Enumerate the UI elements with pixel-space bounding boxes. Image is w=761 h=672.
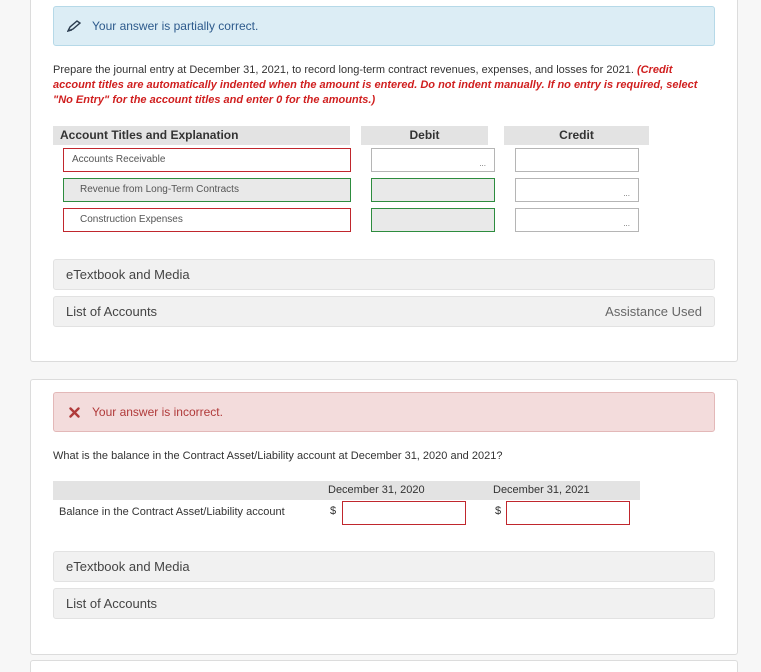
more-icon: ...: [623, 219, 630, 228]
account-title-select-2[interactable]: [63, 178, 351, 202]
instruction-text: Prepare the journal entry at December 31, 2021, to record long-term contract revenues, expenses, and losses for 2021.: [53, 64, 634, 76]
credit-input-1[interactable]: [515, 148, 639, 172]
list-of-accounts-link[interactable]: [53, 588, 715, 619]
debit-input-1[interactable]: [371, 148, 495, 172]
etextbook-link[interactable]: [53, 259, 715, 290]
account-title-2: Revenue from Long-Term Contracts: [80, 184, 239, 195]
assistance-used-label: Assistance Used: [605, 304, 702, 319]
x-icon: [66, 407, 82, 418]
account-title-select-1[interactable]: [63, 148, 351, 172]
list-of-accounts-label: List of Accounts: [66, 304, 158, 319]
header-dec-2020: December 31, 2020: [328, 484, 425, 496]
etextbook-label: eTextbook and Media: [66, 559, 190, 574]
debit-input-2[interactable]: [371, 178, 495, 202]
question-text: What is the balance in the Contract Asset/Liability account at December 31, 2020 and 2021?: [53, 450, 503, 462]
currency-symbol-1: $: [330, 505, 337, 517]
account-title-3: Construction Expenses: [80, 214, 183, 225]
debit-input-3[interactable]: [371, 208, 495, 232]
balance-row-label: Balance in the Contract Asset/Liability account: [59, 506, 285, 518]
status-text: Your answer is partially correct.: [92, 19, 259, 33]
incorrect-banner: [53, 392, 715, 432]
status-text: Your answer is incorrect.: [92, 405, 223, 419]
account-title-1: Accounts Receivable: [72, 154, 166, 165]
next-panel: [30, 660, 738, 672]
instructions: [53, 63, 715, 108]
pencil-icon: [66, 20, 82, 32]
account-title-select-3[interactable]: [63, 208, 351, 232]
credit-input-3[interactable]: [515, 208, 639, 232]
header-credit: Credit: [504, 126, 649, 145]
balance-2020-input[interactable]: [342, 501, 466, 525]
partial-correct-banner: [53, 6, 715, 46]
header-dec-2021: December 31, 2021: [493, 484, 590, 496]
instruction-note: (Credit account titles are automatically indented when the amount is entered. Do not indent manually. If no entry is required, select "No Entry" for the account titles and enter 0 for the amounts.): [53, 64, 698, 106]
list-of-accounts-label: List of Accounts: [66, 596, 158, 611]
list-of-accounts-link[interactable]: [53, 296, 715, 327]
currency-symbol-2: $: [495, 505, 502, 517]
journal-entry-panel: [30, 0, 738, 362]
more-icon: ...: [623, 189, 630, 198]
balance-panel: [30, 379, 738, 655]
balance-2021-input[interactable]: [506, 501, 630, 525]
header-debit: Debit: [361, 126, 488, 145]
credit-input-2[interactable]: [515, 178, 639, 202]
more-icon: ...: [479, 159, 486, 168]
etextbook-label: eTextbook and Media: [66, 267, 190, 282]
etextbook-link[interactable]: [53, 551, 715, 582]
header-account-titles: Account Titles and Explanation: [53, 126, 350, 145]
